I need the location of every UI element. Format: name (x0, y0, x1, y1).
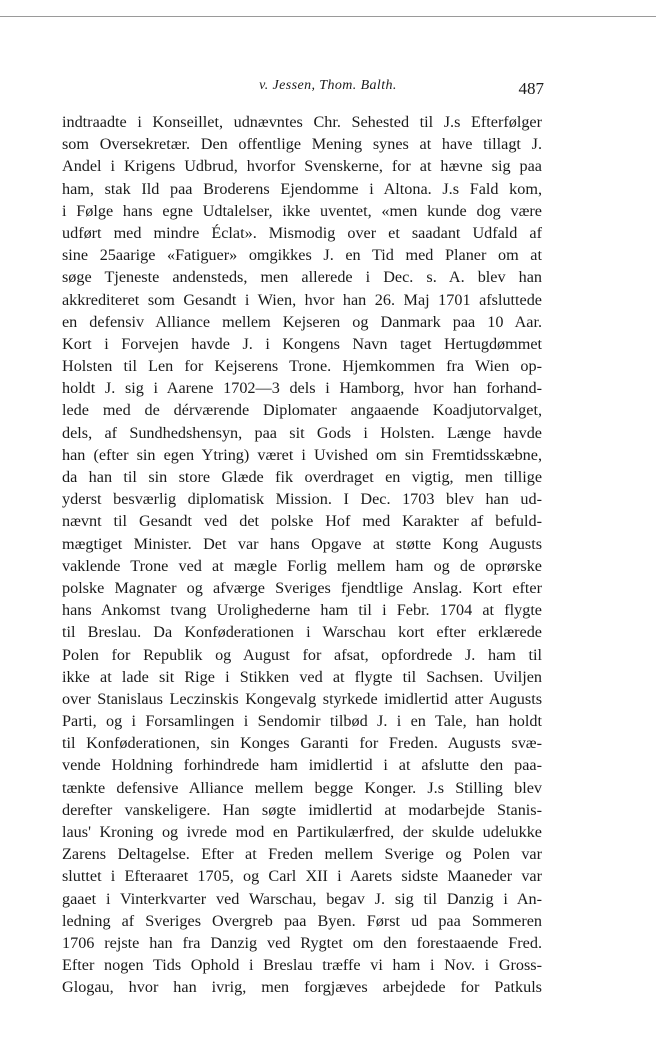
text-line: som Oversekretær. Den offentlige Mening synes at have tillagt J. (62, 135, 542, 154)
text-line: Polen for Republik og August for afsat, opfordrede J. ham til (62, 645, 542, 664)
running-title: v. Jessen, Thom. Balth. (259, 78, 397, 93)
text-line: dels, af Sundhedshensyn, paa sit Gods i Holsten. Længe havde (62, 423, 542, 442)
text-line: Zarens Deltagelse. Efter at Freden mellem Sverige og Polen var (62, 845, 542, 864)
top-rule (0, 16, 656, 17)
text-line: til Breslau. Da Konføderationen i Warschau kort efter erklærede (62, 623, 542, 642)
text-line: gaaet i Vinterkvarter ved Warschau, begav J. sig til Danzig i An- (62, 889, 542, 908)
text-line: Andel i Krigens Udbrud, hvorfor Svenskerne, for at hævne sig paa (62, 157, 542, 176)
text-line: ikke at lade sit Rige i Stikken ved at flygte til Sachsen. Uviljen (62, 667, 542, 686)
text-line: sluttet i Efteraaret 1705, og Carl XII i Aarets sidste Maaneder var (62, 867, 542, 886)
text-line: Kort i Forvejen havde J. i Kongens Navn taget Hertugdømmet (62, 334, 542, 353)
text-line: 1706 rejste han fra Danzig ved Rygtet om den forestaaende Fred. (62, 933, 542, 952)
text-line: laus' Kroning og ivrede mod en Partikulærfred, der skulde udelukke (62, 823, 542, 841)
text-line: mægtiget Minister. Det var hans Opgave at støtte Kong Augusts (62, 534, 542, 553)
text-line: indtraadte i Konseillet, udnævntes Chr. Sehested til J.s Efterfølger (62, 113, 542, 131)
page-number: 487 (518, 79, 544, 98)
text-line: ledning af Sveriges Overgreb paa Byen. Først ud paa Sommeren (62, 911, 542, 930)
text-line: over Stanislaus Leczinskis Kongevalg styrkede imidlertid atter Augusts (62, 689, 542, 708)
text-line: yderst besværlig diplomatisk Mission. I Dec. 1703 blev han ud- (62, 490, 542, 509)
text-line: derefter vanskeligere. Han søgte imidlertid at modarbejde Stanis- (62, 800, 542, 819)
text-line: i Følge hans egne Udtalelser, ikke uventet, «men kunde dog være (62, 201, 542, 220)
text-line: Glogau, hvor han ivrig, men forgjæves arbejdede for Patkuls (62, 978, 542, 997)
text-line: Efter nogen Tids Ophold i Breslau træffe vi ham i Nov. i Gross- (62, 956, 542, 975)
text-line: vaklende Trone ved at mægle Forlig mellem ham og de oprørske (62, 556, 542, 575)
text-line: holdt J. sig i Aarene 1702—3 dels i Hamborg, hvor han forhand- (62, 379, 542, 398)
text-line: han (efter sin egen Ytring) været i Uvished om sin Fremtidsskæbne, (62, 445, 542, 464)
text-line: Parti, og i Forsamlingen i Sendomir tilbød J. i en Tale, han holdt (62, 712, 542, 731)
text-line: vende Holdning forhindrede ham imidlertid i at afslutte den paa- (62, 756, 542, 775)
body-text (62, 111, 542, 999)
text-line: udført med mindre Éclat». Mismodig over et saadant Udfald af (62, 223, 542, 242)
text-line: da han til sin store Glæde fik overdraget en vigtig, men tillige (62, 468, 542, 486)
text-line: sine 25aarige «Fatiguer» omgikkes J. en Tid med Planer om at (62, 246, 542, 265)
text-line: til Konføderationen, sin Konges Garanti for Freden. Augusts svæ- (62, 734, 542, 753)
text-line: ham, stak Ild paa Broderens Ejendomme i Altona. J.s Fald kom, (62, 179, 542, 198)
text-line: lede med de dérværende Diplomater angaaende Koadjutorvalget, (62, 401, 542, 420)
text-line: en defensiv Alliance mellem Kejseren og Danmark paa 10 Aar. (62, 312, 542, 331)
text-line: polske Magnater og afværge Sveriges fjendtlige Anslag. Kort efter (62, 578, 542, 597)
text-line: nævnt til Gesandt ved det polske Hof med Karakter af befuld- (62, 512, 542, 531)
text-line: akkrediteret som Gesandt i Wien, hvor han 26. Maj 1701 afsluttede (62, 290, 542, 309)
text-line: søge Tjeneste andensteds, men allerede i Dec. s. A. blev han (62, 268, 542, 287)
text-line: Holsten til Len for Kejserens Trone. Hjemkommen fra Wien op- (62, 357, 542, 376)
text-line: tænkte defensive Alliance mellem begge Konger. J.s Stilling blev (62, 778, 542, 797)
running-head (0, 78, 656, 102)
text-line: hans Ankomst tvang Urolighederne ham til i Febr. 1704 at flygte (62, 601, 542, 620)
